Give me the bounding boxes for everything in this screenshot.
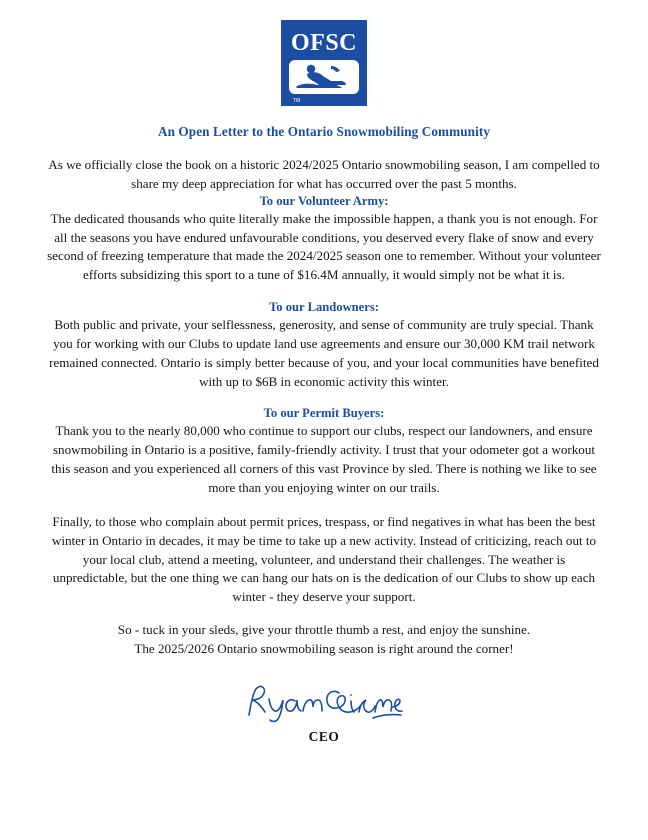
closing-block [44,513,604,607]
section-heading-landowners: To our Landowners: [269,300,379,315]
section-body-permit-buyers: Thank you to the nearly 80,000 who continue to support our clubs, respect our landowners, and ensure snowmobiling in Ontario is a positive, family-friendly activity. I trust that your odometer got a workout this season and you experienced all corners of this vast Province by sled. There is nothing we like to see more than you enjoying winter on our trails. [51,423,597,495]
section-heading-volunteers: To our Volunteer Army: [259,193,389,208]
signature-title: CEO [308,728,340,744]
section-body-volunteers: The dedicated thousands who quite literally make the impossible happen, a thank you is not enough. For all the seasons you have endured unfavourable conditions, you deserved every flake of snow and every second of freezing temperature that made the 2024/2025 season one to remember. Without your volunteer efforts subsidizing this sport to a tune of $16.4M annually, it would simply not be what it is. [47,210,601,283]
page-title: An Open Letter to the Ontario Snowmobiling Community [157,124,491,139]
signoff-line-2: The 2025/2026 Ontario snowmobiling season is right around the corner! [134,640,514,656]
section-heading-permit-buyers: To our Permit Buyers: [263,406,385,421]
handwritten-signature-icon [239,681,409,725]
closing-paragraph: Finally, to those who complain about permit prices, trespass, or find negatives in what has been the best winter in Ontario in decades, it may be time to take up a new activity. Instead of criticizing, reach out to your local club, attend a meeting, volunteer, and understand their challenges. The weather is unpredictable, but the one thing we can hang our hats on is the dedication of our Clubs to show up each winter - they deserve your support. [51,513,597,605]
intro-paragraph: As we officially close the book on a historic 2024/2025 Ontario snowmobiling season, I am compelled to share my deep appreciation for what has occurred over the past 5 months. [48,157,600,191]
section-body-landowners: Both public and private, your selflessness, generosity, and sense of community are truly special. Thank you for working with our Clubs to update land use agreements and ensure our 30,000 KM trail network remained connected. Ontario is simply better because of you, and your local communities have benefited with up to $6B in economic activity this winter. [49,317,599,389]
signoff-line-1: So - tuck in your sleds, give your throttle thumb a rest, and enjoy the sunshine. [117,622,531,638]
logo-trademark: TM [293,98,301,104]
signoff-block [44,621,604,659]
logo-container [44,20,604,106]
section-landowners [44,300,604,391]
svg-text:OFSC: OFSC [290,30,358,56]
section-volunteers [44,194,604,285]
section-permit-buyers [44,406,604,497]
signature-block [44,681,604,745]
ofsc-logo-icon [281,20,367,106]
